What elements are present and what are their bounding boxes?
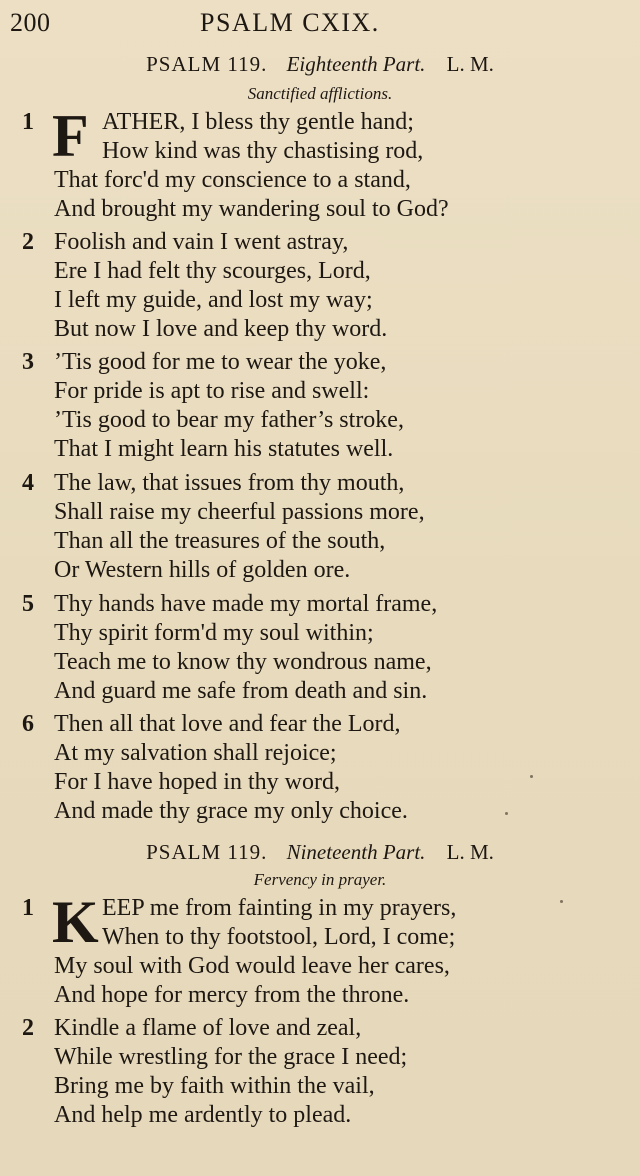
stanza-number: 6 [22,711,34,737]
stanza-19-1 [22,889,622,1010]
page-number: 200 [10,8,51,37]
verse-line: My soul with God would leave her cares, [54,953,450,979]
stanza-number: 1 [22,895,34,921]
verse-line: That I might learn his statutes well. [54,436,394,462]
verse-line: At my salvation shall rejoice; [54,740,337,766]
stanza-number: 2 [22,229,34,255]
part-heading-nineteenth [0,840,640,865]
verse-line: Then all that love and fear the Lord, [54,711,401,737]
stanza-19-2 [22,1014,622,1130]
paper-speck [560,900,563,903]
drop-cap-letter: F [52,103,89,169]
stanza-number: 2 [22,1015,34,1041]
psalm-ref: PSALM 119. [146,52,268,76]
verse-line: How kind was thy chastising rod, [102,138,424,164]
stanza-18-5 [22,590,622,706]
meter: L. M. [446,52,494,76]
meter: L. M. [446,840,494,864]
verse-line: Thy hands have made my mortal frame, [54,591,438,617]
verse-line: Than all the treasures of the south, [54,528,386,554]
paper-speck [530,775,533,778]
verse-line: For pride is apt to rise and swell: [54,378,370,404]
stanza-18-3 [22,348,622,464]
running-title: PSALM CXIX. [200,8,380,37]
stanza-number: 5 [22,591,34,617]
verse-line: I left my guide, and lost my way; [54,287,373,313]
stanza-18-4 [22,469,622,585]
stanza-18-2 [22,228,622,344]
part-name: Eighteenth Part. [286,52,426,76]
verse-line: Shall raise my cheerful passions more, [54,499,425,525]
part-subtitle-nineteenth: Fervency in prayer. [253,870,387,889]
verse-line: Thy spirit form'd my soul within; [54,620,374,646]
verse-line: Kindle a flame of love and zeal, [54,1015,362,1041]
verse-line: Ere I had felt thy scourges, Lord, [54,258,371,284]
stanza-number: 4 [22,470,34,496]
part-name: Nineteenth Part. [286,840,426,864]
verse-line: Teach me to know thy wondrous name, [54,649,432,675]
verse-line: But now I love and keep thy word. [54,316,388,342]
verse-line-text: ATHER, I bless thy gentle hand; [102,109,414,135]
stanza-number: 3 [22,349,34,375]
part-heading-eighteenth [0,52,640,77]
verse-line: When to thy footstool, Lord, I come; [102,924,456,950]
stanza-number: 1 [22,109,34,135]
verse-line: ’Tis good for me to wear the yoke, [54,349,387,375]
verse-line: While wrestling for the grace I need; [54,1044,408,1070]
paper-speck [505,812,508,815]
verse-line: Or Western hills of golden ore. [54,557,351,583]
verse-line: For I have hoped in thy word, [54,769,340,795]
drop-cap-letter: K [52,889,99,955]
verse-line: And hope for mercy from the throne. [54,982,410,1008]
verse-line: Bring me by faith within the vail, [54,1073,375,1099]
verse-line: And brought my wandering soul to God? [54,196,449,222]
verse-line: And help me ardently to plead. [54,1102,352,1128]
part-subtitle-eighteenth: Sanctified afflictions. [247,84,393,103]
psalm-ref: PSALM 119. [146,840,268,864]
verse-line: ’Tis good to bear my father’s stroke, [54,407,404,433]
verse-line: That forc'd my conscience to a stand, [54,167,411,193]
verse-line-text: EEP me from fainting in my prayers, [102,895,457,921]
verse-line: And made thy grace my only choice. [54,798,408,824]
stanza-18-1 [22,103,622,224]
stanza-18-6 [22,710,622,826]
running-head [10,8,610,44]
verse-line: And guard me safe from death and sin. [54,678,428,704]
verse-line: The law, that issues from thy mouth, [54,470,405,496]
verse-line: Foolish and vain I went astray, [54,229,349,255]
